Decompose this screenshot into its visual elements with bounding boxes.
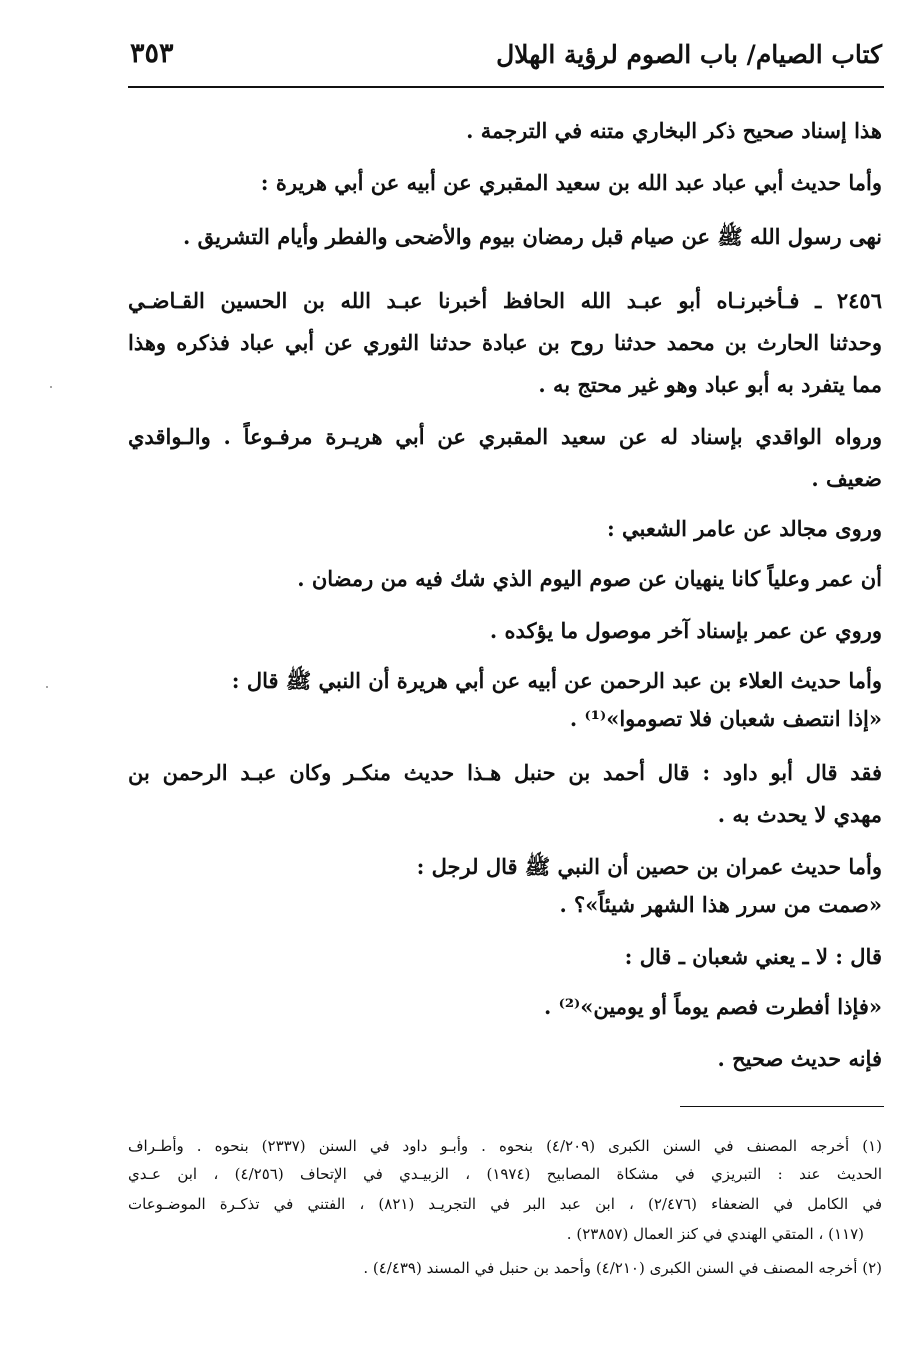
scan-speck (50, 386, 52, 388)
footnote-line: الحديث عند : التبريزي في مشكاة المصابيح (١٩٧٤) ، الزبيـدي في الإتحاف (٤/٢٥٦) ، ابن عـدي (128, 1165, 882, 1183)
text-line: ورواه الواقدي بإسناد له عن سعيد المقبري عن أبي هريـرة مرفـوعاً . والـواقدي (128, 424, 882, 449)
text-line: وروى مجالد عن عامر الشعبي : (606, 516, 882, 541)
quote-line: «فإذا أفطرت فصم يوماً أو يومين»⁽²⁾ . (543, 994, 882, 1019)
footnote-line: في الكامل في الضعفاء (٢/٤٧٦) ، ابن عبد البر في التجريـد (٨٢١) ، الفتني في تذكـرة الموضـوعات (128, 1195, 882, 1213)
text-line: وأما حديث أبي عباد عبد الله بن سعيد المقبري عن أبيه عن أبي هريرة : (260, 170, 882, 195)
quote-line: «إذا انتصف شعبان فلا تصوموا»⁽¹⁾ . (569, 706, 882, 731)
footnote-line: (١) أخرجه المصنف في السنن الكبرى (٤/٢٠٩) بنحوه . وأبـو داود في السنن (٢٣٣٧) بنحوه . وأطـراف (128, 1137, 882, 1155)
page-number: ٣٥٣ (130, 38, 174, 69)
running-header (130, 36, 882, 80)
text-line: قال : لا ـ يعني شعبان ـ قال : (624, 944, 882, 969)
footnote-rule (680, 1106, 884, 1107)
text-line: هذا إسناد صحيح ذكر البخاري متنه في الترجمة . (466, 118, 882, 143)
footnote-line: (١١٧) ، المتقي الهندي في كنز العمال (٢٣٨٥٧) . (566, 1225, 864, 1243)
text-line: وأما حديث العلاء بن عبد الرحمن عن أبيه عن أبي هريرة أن النبي ﷺ قال : (231, 668, 882, 693)
text-line: وروي عن عمر بإسناد آخر موصول ما يؤكده . (489, 618, 882, 643)
text-line: وأما حديث عمران بن حصين أن النبي ﷺ قال لرجل : (416, 854, 882, 879)
text-line: ضعيف . (811, 466, 882, 491)
text-line: أن عمر وعلياً كانا ينهيان عن صوم اليوم الذي شك فيه من رمضان . (297, 566, 882, 591)
text-line: نهى رسول الله ﷺ عن صيام قبل رمضان بيوم والأضحى والفطر وأيام التشريق . (183, 224, 882, 249)
chapter-title: كتاب الصيام/ باب الصوم لرؤية الهلال (496, 40, 882, 69)
text-line: فقد قال أبو داود : قال أحمد بن حنبل هـذا حديث منكـر وكان عبـد الرحمن بن (128, 760, 882, 785)
text-line: فإنه حديث صحيح . (717, 1046, 882, 1071)
text-line: مهدي لا يحدث به . (717, 802, 882, 827)
text-line: وحدثنا الحارث بن محمد حدثنا روح بن عبادة حدثنا الثوري عن أبي عباد فذكره وهذا (128, 330, 882, 355)
scan-speck (46, 686, 48, 688)
text-line: مما يتفرد به أبو عباد وهو غير محتج به . (538, 372, 882, 397)
hadith-number-line: ٢٤٥٦ ـ فـأخبرنـاه أبو عبـد الله الحافظ أخبرنا عبـد الله بن الحسين القـاضـي (128, 288, 882, 313)
footnote-line: (٢) أخرجه المصنف في السنن الكبرى (٤/٢١٠) وأحمد بن حنبل في المسند (٤/٤٣٩) . (363, 1259, 882, 1277)
header-rule (128, 86, 884, 88)
quote-line: «صمت من سرر هذا الشهر شيئاً»؟ . (559, 892, 882, 917)
